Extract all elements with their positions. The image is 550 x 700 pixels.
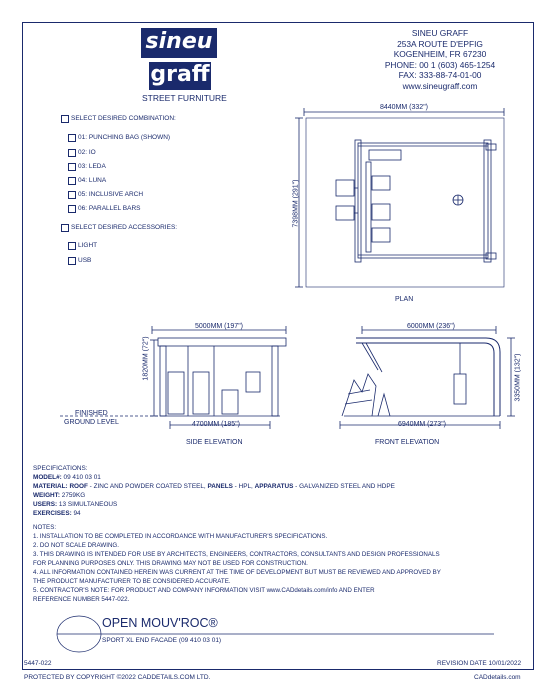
accessory-label-light: LIGHT [78,242,98,249]
spec-users-label: USERS: [33,501,58,508]
side-elevation-title: SIDE ELEVATION [186,439,243,446]
brand-tagline: STREET FURNITURE [142,93,227,103]
spec-apparatus-value: - GALVANIZED STEEL AND HDPE [293,483,395,490]
specs-heading: SPECIFICATIONS: [33,465,88,472]
spec-exercises-value: 94 [71,510,81,517]
combination-label-05: 05: INCLUSIVE ARCH [78,191,144,198]
front-top-width-label: 6000MM (236") [407,323,456,330]
combination-label-06: 06: PARALLEL BARS [78,205,141,212]
combination-label-04: 04: LUNA [78,177,107,184]
note-line: 4. ALL INFORMATION CONTAINED HEREIN WAS CURRENT AT THE TIME OF DEVELOPMENT BUT MUST BE REVIEWED AND APPROVED BY [33,569,441,576]
side-top-width-label: 5000MM (197") [195,323,244,330]
ground-level-label-2: GROUND LEVEL [64,419,119,426]
reference-number: 5447-022 [24,660,52,667]
spec-model-label: MODEL#: [33,474,62,481]
spec-weight-label: WEIGHT: [33,492,60,499]
revision-date: REVISION DATE 10/01/2022 [437,660,522,667]
company-address-2: KOGENHEIM, FR 67230 [393,49,487,60]
spec-model-value: 09 410 03 01 [61,474,101,481]
note-line: 5. CONTRACTOR'S NOTE: FOR PRODUCT AND COMPANY INFORMATION VISIT www.CADdetails.com/info AND ENTER [33,587,375,594]
accessories-heading: SELECT DESIRED ACCESSORIES: [71,224,178,231]
company-name: SINEU GRAFF [411,28,469,38]
spec-panels-label: PANELS [207,483,233,490]
logo-word-sineu: sineu [141,28,217,58]
note-line: FOR PLANNING PURPOSES ONLY. THIS DRAWING MAY NOT BE USED FOR CONSTRUCTION. [33,560,308,567]
note-line: 2. DO NOT SCALE DRAWING. [33,542,119,549]
logo-word-graff: graff [149,62,211,90]
caddetails-link[interactable]: CADdetails.com [474,674,521,681]
combination-label-02: 02: IO [78,149,96,156]
plan-depth-label: 7398MM (291") [292,179,300,228]
combination-heading: SELECT DESIRED COMBINATION: [71,115,176,122]
spec-exercises-label: EXERCISES: [33,510,72,517]
drawing-subtitle: SPORT XL END FACADE (09 410 03 01) [102,637,222,644]
plan-width-label: 8440MM (332") [380,104,429,111]
note-line: 1. INSTALLATION TO BE COMPLETED IN ACCORDANCE WITH MANUFACTURER'S SPECIFICATIONS. [33,533,328,540]
ground-level-label-1: FINISHED [75,410,108,417]
accessory-label-usb: USB [78,257,92,264]
spec-panels-value: - HPL, [232,483,255,490]
spec-apparatus-label: APPARATUS [254,483,294,490]
copyright-notice: PROTECTED BY COPYRIGHT ©2022 CADDETAILS.COM LTD. [24,674,211,681]
note-line: THE PRODUCT MANUFACTURER TO BE CONSIDERED ACCURATE. [33,578,231,585]
note-line: 3. THIS DRAWING IS INTENDED FOR USE BY ARCHITECTS, ENGINEERS, CONTRACTORS, CONSULTANTS AND DESIGN PROFESSIONALS [33,551,440,558]
side-bottom-width-label: 4700MM (185") [192,421,241,428]
spec-material-label: MATERIAL: ROOF [33,483,88,490]
side-height-label: 1820MM (72") [142,336,150,381]
company-phone: PHONE: 00 1 (603) 465-1254 [384,59,496,70]
front-height-label: 3350MM (132") [514,353,522,402]
company-address-1: 253A ROUTE D'EPFIG [397,38,483,49]
combination-label-03: 03: LEDA [78,163,106,170]
spec-weight-value: 2759KG [59,492,86,499]
drawing-title: OPEN MOUV'ROC® [102,616,218,630]
company-website: www.sineugraff.com [402,80,478,91]
spec-material-roof: - ZINC AND POWDER COATED STEEL, [87,483,208,490]
plan-title: PLAN [395,296,414,303]
notes-heading: NOTES: [33,524,57,531]
front-bottom-width-label: 6940MM (273") [398,421,447,428]
front-elevation-title: FRONT ELEVATION [375,439,440,446]
combination-label-01: 01: PUNCHING BAG (SHOWN) [78,134,171,141]
company-fax: FAX: 333-88-74-01-00 [398,70,482,81]
spec-users-value: 13 SIMULTANEOUS [57,501,118,508]
note-line: REFERENCE NUMBER 5447-022. [33,596,130,603]
